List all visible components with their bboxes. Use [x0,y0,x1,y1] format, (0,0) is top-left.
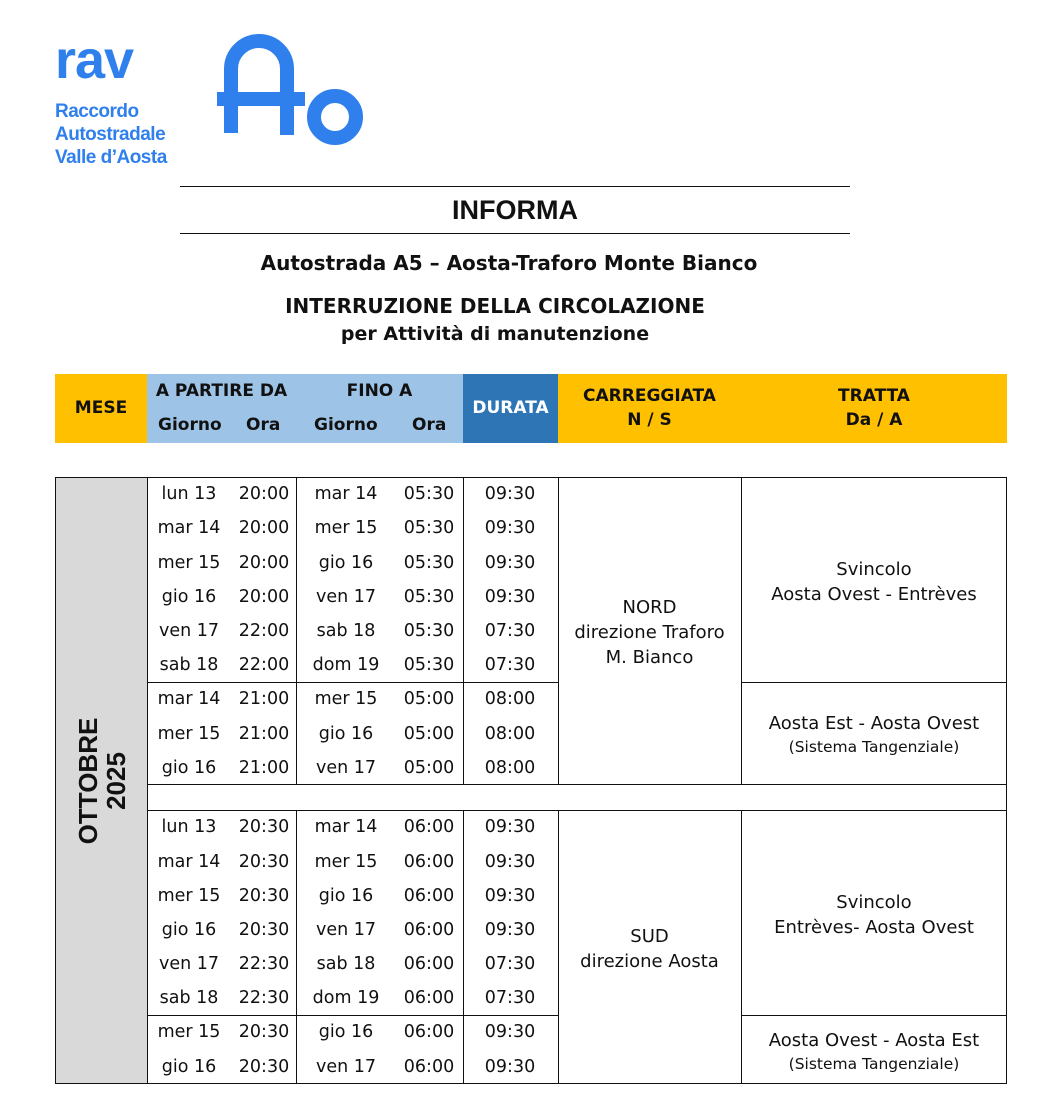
cell-from-time: 22:00 [238,621,290,641]
north-carreggiata-line1: NORD [622,597,677,618]
cell-duration: 09:30 [484,817,536,837]
north-tratta-2-line2: (Sistema Tangenziale) [788,738,960,756]
cell-duration: 07:30 [484,954,536,974]
cell-duration: 09:30 [484,553,536,573]
cell-to-time: 05:30 [403,655,455,675]
road-name: Autostrada A5 – Aosta-Traforo Monte Bianco [260,251,758,275]
month-name: OTTOBRE [72,717,103,844]
cell-to-time: 05:00 [403,689,455,709]
cell-duration: 07:30 [484,988,536,1008]
cell-from-day: mer 15 [157,724,221,744]
cell-to-day: sab 18 [316,954,376,974]
south-carreggiata [558,924,741,974]
cell-from-day: mer 15 [157,553,221,573]
month-year: 2025 [100,751,131,810]
section-separator-top [147,784,1007,785]
south-tratta-1-line2: Entrèves- Aosta Ovest [774,917,974,938]
north-carreggiata [558,595,741,670]
cell-from-time: 20:00 [238,484,290,504]
header-to-label: FINO A [346,381,413,401]
cell-to-time: 06:00 [403,954,455,974]
south-tratta-2-line2: (Sistema Tangenziale) [788,1055,960,1073]
header-carreggiata-line1: CARREGGIATA [583,386,716,406]
cell-from-day: gio 16 [161,1057,217,1077]
cell-to-day: mer 15 [314,852,378,872]
cell-from-time: 22:30 [238,988,290,1008]
south-tratta-2 [741,1028,1007,1075]
cell-from-day: mar 14 [157,689,221,709]
cell-from-day: sab 18 [159,988,219,1008]
notice-subtitle: per Attività di manutenzione [340,323,650,345]
cell-to-day: gio 16 [318,724,374,744]
header-tratta [741,374,1007,443]
cell-duration: 09:30 [484,518,536,538]
cell-from-time: 20:30 [238,920,290,940]
cell-to-day: sab 18 [316,621,376,641]
page-title: INFORMA [452,195,578,225]
cell-to-day: ven 17 [315,920,377,940]
logo-wordmark: rav [55,30,134,90]
cell-to-time: 05:30 [403,621,455,641]
cell-to-time: 05:00 [403,758,455,778]
north-tratta-2 [741,711,1007,758]
cell-to-day: mer 15 [314,689,378,709]
cell-to-time: 05:30 [403,553,455,573]
cell-to-day: dom 19 [312,988,380,1008]
cell-from-time: 20:30 [238,886,290,906]
header-from [147,374,296,443]
logo-subtitle [55,100,167,169]
cell-from-time: 21:00 [238,724,290,744]
cell-to-time: 06:00 [403,988,455,1008]
cell-from-day: mar 14 [157,518,221,538]
cell-from-time: 22:30 [238,954,290,974]
month-cell [56,478,147,1083]
notice-title: INTERRUZIONE DELLA CIRCOLAZIONE [285,294,705,318]
cell-to-time: 05:30 [403,484,455,504]
cell-from-day: ven 17 [158,954,220,974]
cell-from-time: 21:00 [238,689,290,709]
cell-to-time: 05:30 [403,518,455,538]
header-from-day: Giorno [158,415,222,435]
cell-to-time: 06:00 [403,920,455,940]
cell-from-time: 20:00 [238,518,290,538]
header-from-label: A PARTIRE DA [155,381,288,401]
cell-to-time: 06:00 [403,1022,455,1042]
header-to-time: Ora [412,415,447,435]
cell-to-day: ven 17 [315,1057,377,1077]
header-durata [463,374,558,443]
cell-from-day: sab 18 [159,655,219,675]
north-tratta-1 [741,557,1007,607]
cell-to-day: mar 14 [314,817,378,837]
cell-from-time: 20:00 [238,587,290,607]
north-tratta-1-line2: Aosta Ovest - Entrèves [771,584,977,605]
rav-logo-mark-icon [215,25,385,155]
cell-from-time: 20:00 [238,553,290,573]
cell-to-time: 05:30 [403,587,455,607]
cell-duration: 09:30 [484,920,536,940]
cell-to-day: gio 16 [318,886,374,906]
row-separator-north [147,682,558,683]
cell-duration: 07:30 [484,621,536,641]
south-carreggiata-line1: SUD [630,926,669,947]
section-separator-bottom [147,810,1007,811]
row-separator-north-tratta [741,682,1007,683]
cell-from-time: 21:00 [238,758,290,778]
cell-from-time: 20:30 [238,1022,290,1042]
header-to [296,374,463,443]
cell-duration: 08:00 [484,758,536,778]
south-tratta-1 [741,890,1007,940]
cell-to-day: mar 14 [314,484,378,504]
header-tratta-line1: TRATTA [838,386,910,406]
cell-from-day: gio 16 [161,920,217,940]
header-carreggiata-line2: N / S [627,410,672,430]
cell-to-time: 05:00 [403,724,455,744]
row-separator-south-tratta [741,1015,1007,1016]
logo-line-1: Raccordo [55,101,139,122]
title-rule-top [180,186,850,187]
logo-line-3: Valle d’Aosta [55,147,167,168]
cell-from-day: mer 15 [157,1022,221,1042]
cell-to-day: dom 19 [312,655,380,675]
cell-from-day: mer 15 [157,886,221,906]
cell-duration: 09:30 [484,886,536,906]
cell-to-day: gio 16 [318,553,374,573]
cell-to-time: 06:00 [403,817,455,837]
cell-from-time: 22:00 [238,655,290,675]
cell-from-day: gio 16 [161,587,217,607]
header-to-day: Giorno [314,415,378,435]
cell-from-day: mar 14 [157,852,221,872]
month-label [74,717,130,844]
cell-to-day: ven 17 [315,587,377,607]
header-from-time: Ora [246,415,281,435]
table-border-bottom [55,1083,1007,1084]
cell-duration: 08:00 [484,724,536,744]
cell-duration: 09:30 [484,1022,536,1042]
cell-to-time: 06:00 [403,1057,455,1077]
header-durata-label: DURATA [472,398,549,418]
cell-duration: 09:30 [484,587,536,607]
cell-from-day: lun 13 [161,817,217,837]
north-carreggiata-line3: M. Bianco [605,647,694,668]
cell-duration: 09:30 [484,852,536,872]
north-carreggiata-line2: direzione Traforo [574,622,725,643]
cell-from-time: 20:30 [238,1057,290,1077]
north-tratta-1-line1: Svincolo [836,559,912,580]
row-separator-south [147,1015,558,1016]
north-tratta-2-line1: Aosta Est - Aosta Ovest [768,713,980,734]
logo-line-2: Autostradale [55,124,166,145]
cell-duration: 09:30 [484,1057,536,1077]
cell-to-day: gio 16 [318,1022,374,1042]
cell-duration: 08:00 [484,689,536,709]
header-tratta-line2: Da / A [845,410,903,430]
cell-from-day: ven 17 [158,621,220,641]
cell-duration: 09:30 [484,484,536,504]
cell-to-time: 06:00 [403,886,455,906]
south-carreggiata-line2: direzione Aosta [580,951,719,972]
cell-from-time: 20:30 [238,817,290,837]
title-rule-bottom [180,233,850,234]
cell-duration: 07:30 [484,655,536,675]
header-mese [55,374,147,443]
cell-to-day: ven 17 [315,758,377,778]
cell-from-day: lun 13 [161,484,217,504]
table-border-top [55,477,1007,478]
header-mese-label: MESE [74,398,128,418]
cell-from-day: gio 16 [161,758,217,778]
south-tratta-2-line1: Aosta Ovest - Aosta Est [768,1030,980,1051]
cell-to-day: mer 15 [314,518,378,538]
header-carreggiata [558,374,741,443]
cell-from-time: 20:30 [238,852,290,872]
south-tratta-1-line1: Svincolo [836,892,912,913]
cell-to-time: 06:00 [403,852,455,872]
